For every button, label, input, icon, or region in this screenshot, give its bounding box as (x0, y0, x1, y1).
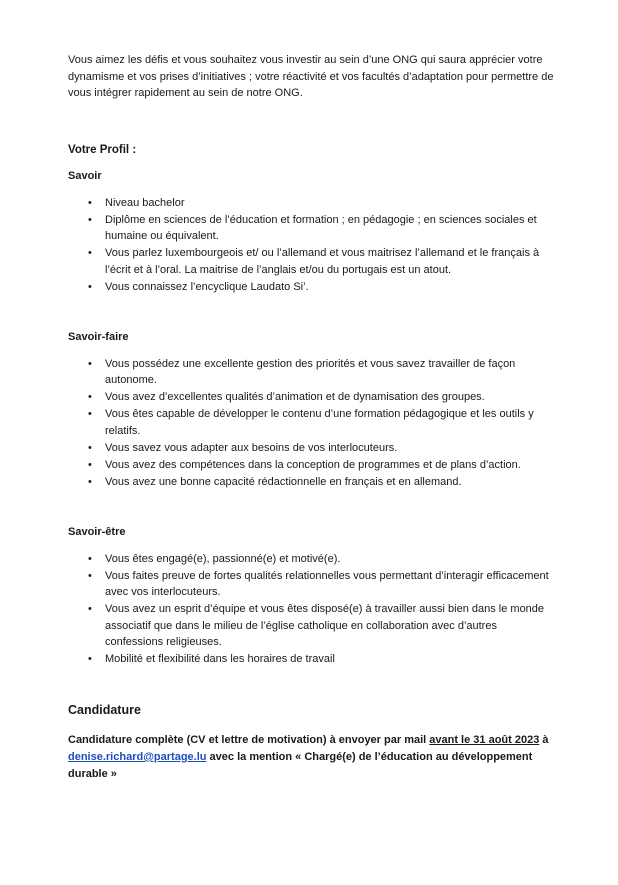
list-item: • Vous avez des compétences dans la conception de programmes et de plans d’action. (68, 457, 558, 474)
savoir-heading: Savoir (68, 170, 102, 182)
candidature-paragraph (68, 732, 558, 783)
candidature-text-after: avec la mention « Chargé(e) de l’éducation au développement durable » (68, 751, 533, 780)
list-item: • Vous êtes capable de développer le contenu d’une formation pédagogique et les outils y relatifs. (68, 406, 558, 439)
savoir-faire-section (68, 329, 558, 490)
document-page (68, 52, 558, 783)
list-item: • Vous parlez luxembourgeois et/ ou l’allemand et vous maitrisez l’allemand et le français à l’écrit et à l’oral. La maitrise de l’anglais et/ou du portugais est un atout. (68, 245, 558, 278)
list-item: • Vous possédez une excellente gestion des priorités et vous savez travailler de façon autonome. (68, 356, 558, 389)
savoir-etre-list (68, 551, 558, 668)
intro-paragraph: Vous aimez les défis et vous souhaitez vous investir au sein d’une ONG qui saura apprécier votre dynamisme et vos prises d’initiatives ; votre réactivité et vos facultés d’adaptation pour permettre de vous intégrer rapidement au sein de notre ONG. (68, 54, 554, 99)
savoir-section (68, 168, 558, 295)
savoir-faire-list (68, 356, 558, 491)
savoir-faire-heading: Savoir-faire (68, 331, 129, 343)
list-item: • Vous faites preuve de fortes qualités relationnelles vous permettant d’interagir efficacement avec vos interlocuteurs. (68, 568, 558, 601)
list-item: • Vous connaissez l’encyclique Laudato Si’. (68, 279, 558, 296)
list-item: • Vous avez d’excellentes qualités d’animation et de dynamisation des groupes. (68, 389, 558, 406)
list-item: • Niveau bachelor (68, 195, 558, 212)
list-item: • Diplôme en sciences de l’éducation et formation ; en pédagogie ; en sciences sociales et humaine ou équivalent. (68, 212, 558, 245)
candidature-heading: Candidature (68, 702, 141, 717)
profil-heading: Votre Profil : (68, 143, 137, 156)
email-link[interactable]: denise.richard@partage.lu (68, 751, 207, 763)
candidature-section (68, 702, 558, 784)
savoir-etre-heading: Savoir-être (68, 526, 126, 538)
list-item: • Vous savez vous adapter aux besoins de vos interlocuteurs. (68, 440, 558, 457)
list-item: • Vous avez une bonne capacité rédactionnelle en français et en allemand. (68, 474, 558, 491)
savoir-list (68, 195, 558, 296)
candidature-text-before: Candidature complète (CV et lettre de motivation) à envoyer par mail (68, 734, 430, 746)
list-item: • Vous êtes engagé(e), passionné(e) et motivé(e). (68, 551, 558, 568)
deadline-text: avant le 31 août 2023 (429, 734, 540, 746)
list-item: • Vous avez un esprit d’équipe et vous êtes disposé(e) à travailler aussi bien dans le monde associatif que dans le milieu de l’église catholique en collaboration avec d’autres confessions religieuses. (68, 601, 558, 651)
list-item: • Mobilité et flexibilité dans les horaires de travail (68, 651, 558, 668)
candidature-text-middle: à (539, 734, 549, 746)
savoir-etre-section (68, 524, 558, 668)
